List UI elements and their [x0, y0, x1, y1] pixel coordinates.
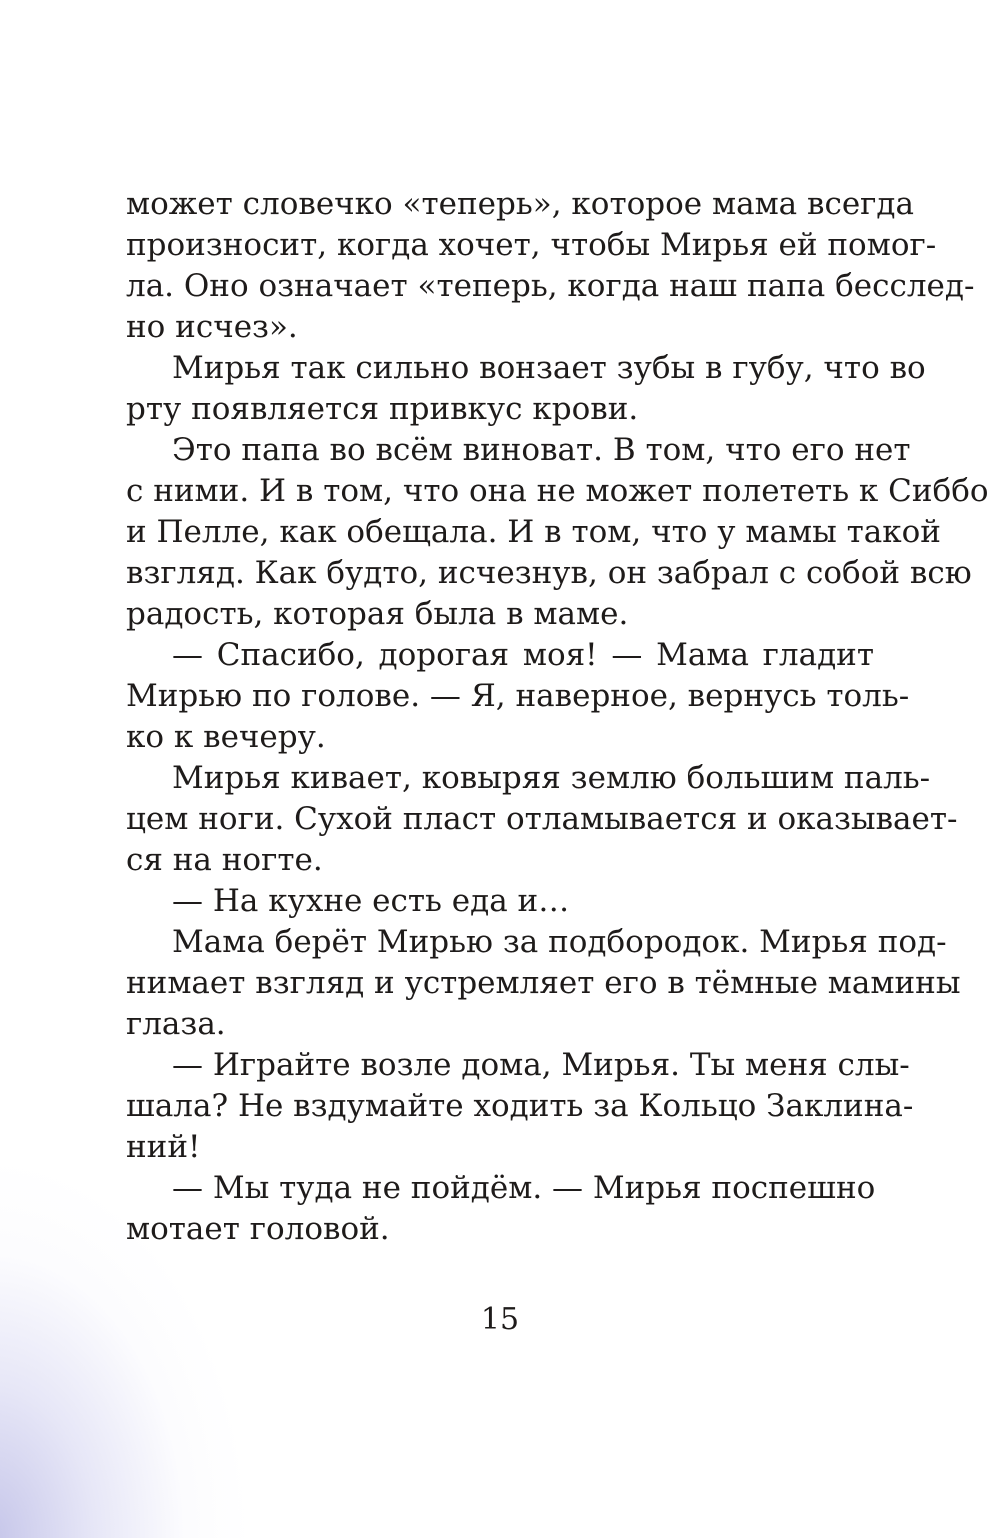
text-line: — Играйте возле дома, Мирья. Ты меня слы-	[172, 1047, 910, 1083]
text-line: — На кухне есть еда и…	[172, 883, 570, 919]
paragraph	[126, 922, 961, 1045]
text-line: ся на ногте.	[126, 842, 323, 878]
paragraph	[126, 430, 989, 635]
text-line: Мирью по голове. — Я, наверное, вернусь толь-	[126, 678, 910, 714]
text-line: и Пелле, как обещала. И в том, что у мамы такой	[126, 514, 941, 550]
paragraph	[126, 1045, 914, 1168]
text-line: произносит, когда хочет, чтобы Мирья ей помог-	[126, 227, 937, 263]
paragraph	[126, 1168, 874, 1250]
text-line: может словечко «теперь», которое мама всегда	[126, 186, 914, 222]
text-line: глаза.	[126, 1006, 226, 1042]
paragraph	[126, 635, 910, 758]
text-line: Мама берёт Мирью за подбородок. Мирья под-	[172, 924, 947, 960]
text-line: цем ноги. Сухой пласт отламывается и оказывает-	[126, 801, 958, 837]
text-line: — Мы туда не пойдём. — Мирья поспешно	[172, 1170, 876, 1206]
paragraph	[126, 348, 926, 430]
text-line: радость, которая была в маме.	[126, 596, 629, 632]
text-line: Это папа во всём виноват. В том, что его нет	[172, 432, 911, 468]
paragraph	[126, 758, 958, 881]
text-line: Мирья так сильно вонзает зубы в губу, что во	[172, 350, 926, 386]
paragraph	[126, 184, 975, 348]
text-line: нимает взгляд и устремляет его в тёмные мамины	[126, 965, 961, 1001]
text-line: ний!	[126, 1129, 201, 1165]
text-line: ко к вечеру.	[126, 719, 326, 755]
text-line: мотает головой.	[126, 1211, 390, 1247]
text-line: рту появляется привкус крови.	[126, 391, 639, 427]
text-line: но исчез».	[126, 309, 298, 345]
text-line: с ними. И в том, что она не может полететь к Сиббо	[126, 473, 989, 509]
text-line: взгляд. Как будто, исчезнув, он забрал с собой всю	[126, 555, 972, 591]
text-line: шала? Не вздумайте ходить за Кольцо Заклина-	[126, 1088, 914, 1124]
text-line: Мирья кивает, ковыряя землю большим паль-	[172, 760, 931, 796]
text-line: ла. Оно означает «теперь, когда наш папа бесслед-	[126, 268, 975, 304]
page-number: 15	[480, 1302, 520, 1337]
text-line: — Спасибо, дорогая моя! — Мама гладит	[172, 637, 874, 673]
body-text	[126, 184, 989, 1250]
paragraph	[126, 881, 874, 922]
